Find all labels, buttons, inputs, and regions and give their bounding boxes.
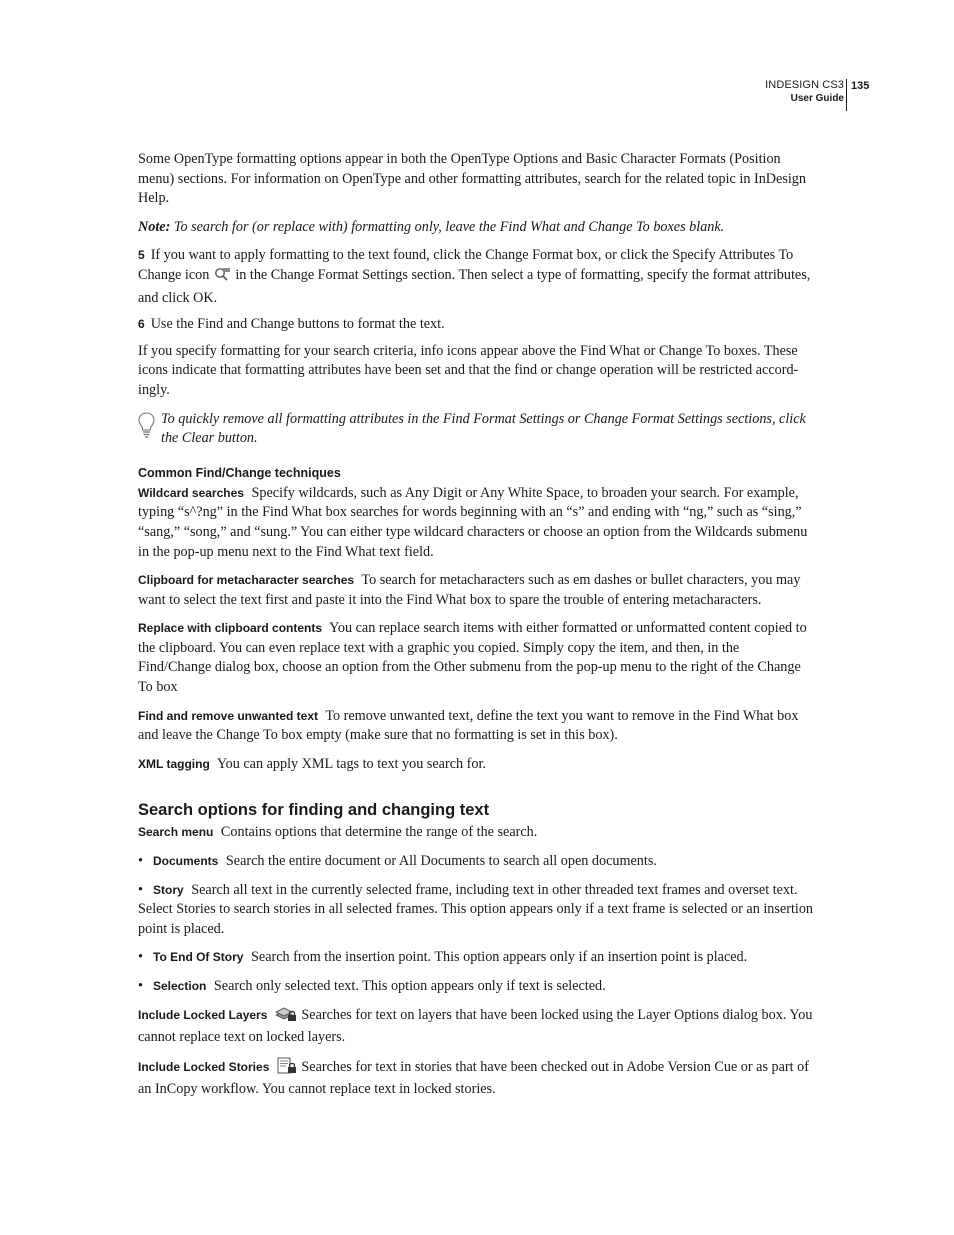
step-5 bbox=[138, 246, 814, 308]
technique-text: Specify wildcards, such as Any Digit or Any White Space, to broaden your search. For example, typing “s^?ng” in the Find What box searches for words beginning with an “s” and ending with “ng,” such as “sing,” “sang,” “song,” and “sung.” You can either type wildcard characters or choose an option from the Wildcards submenu in the pop-up menu next to the Find What text field. bbox=[138, 484, 808, 560]
running-header bbox=[765, 79, 844, 104]
bullet-glyph: • bbox=[138, 881, 143, 898]
step-6-text: Use the Find and Change buttons to format the text. bbox=[150, 316, 445, 333]
locked-layers-text: Searches for text on layers that have been locked using the Layer Options dialog box. You cannot replace text on locked layers. bbox=[138, 1006, 813, 1046]
technique-item bbox=[138, 484, 814, 562]
bullet-text: Search the entire document or All Documents to search all open documents. bbox=[225, 853, 657, 870]
technique-text: To remove unwanted text, define the text you want to remove in the Find What box and leave the Change To box empty (make sure that no formatting is set in this box). bbox=[138, 707, 799, 744]
bullet-text: Search only selected text. This option appears only if text is selected. bbox=[213, 978, 606, 994]
search-options-heading: Search options for finding and changing text bbox=[138, 801, 490, 820]
bullet-text: Search from the insertion point. This option appears only if an insertion point is placed. bbox=[251, 949, 748, 966]
locked-layers-term: Include Locked Layers bbox=[138, 1007, 268, 1022]
locked-stories-icon bbox=[277, 1057, 297, 1081]
search-menu-term: Search menu bbox=[138, 825, 214, 840]
note-label: Note: bbox=[138, 218, 171, 235]
step-number: 5 bbox=[138, 248, 145, 263]
note-paragraph bbox=[138, 218, 814, 238]
header-product: INDESIGN CS3 bbox=[765, 79, 844, 91]
bullet-item bbox=[138, 977, 814, 997]
locked-layers-icon bbox=[275, 1006, 297, 1029]
page-number: 135 bbox=[851, 80, 870, 92]
step-5-text-b: in the Change Format Settings section. Then select a type of formatting, specify the format attributes, and click OK. bbox=[138, 266, 811, 306]
technique-term: Find and remove unwanted text bbox=[138, 708, 319, 723]
header-guide: User Guide bbox=[790, 93, 844, 104]
technique-text: To search for metacharacters such as em dashes or bullet characters, you may want to select the text first and paste it into the Find What box to spare the trouble of entering metacharacters. bbox=[138, 572, 801, 608]
bullet-glyph: • bbox=[138, 853, 143, 870]
bullet-glyph: • bbox=[138, 978, 143, 994]
technique-item bbox=[138, 755, 814, 775]
bullet-text: Search all text in the currently selected frame, including text in other threaded text frames and overset text. Select Stories to search stories in all selected frames. This option appears only if a text frame is selected or an insertion point is placed. bbox=[138, 881, 814, 937]
intro-paragraph: Some OpenType formatting options appear in both the OpenType Options and Basic Character Formats (Position menu) sections. For information on OpenType and other formatting attributes, search for the related topic in InDesign Help. bbox=[138, 151, 806, 207]
bullet-glyph: • bbox=[138, 949, 143, 966]
step-number: 6 bbox=[138, 317, 145, 332]
bullet-term: Story bbox=[153, 882, 184, 897]
step-6 bbox=[138, 315, 814, 335]
bullet-term: To End Of Story bbox=[153, 950, 244, 965]
specify-attributes-icon bbox=[213, 267, 231, 289]
bullet-item bbox=[138, 852, 814, 872]
bullet-item bbox=[138, 948, 814, 968]
locked-stories-paragraph bbox=[138, 1057, 814, 1100]
locked-stories-text: Searches for text in stories that have been checked out in Adobe Version Cue or as part of an InCopy workflow. You cannot replace text in locked stories. bbox=[138, 1058, 809, 1098]
technique-term: Clipboard for metacharacter searches bbox=[138, 573, 355, 588]
tip-text: To quickly remove all formatting attributes in the Find Format Settings or Change Format Settings sections, click the Clear button. bbox=[161, 410, 806, 447]
search-menu-paragraph bbox=[138, 823, 814, 843]
tip-block bbox=[138, 410, 814, 449]
technique-term: XML tagging bbox=[138, 756, 210, 771]
technique-term: Replace with clipboard contents bbox=[138, 621, 323, 636]
technique-item bbox=[138, 571, 814, 610]
search-menu-text: Contains options that determine the range of the search. bbox=[220, 824, 538, 841]
technique-text: You can replace search items with either formatted or unformatted content copied to the clipboard. You can even replace text with a graphic you copied. Simply copy the item, and then, in the Find/Change dialog box, choose an option from the Other submenu from the pop-up menu to the right of the Change To box bbox=[138, 620, 807, 696]
lightbulb-icon bbox=[138, 412, 155, 445]
technique-item bbox=[138, 707, 814, 746]
note-text: To search for (or replace with) formatting only, leave the Find What and Change To boxes blank. bbox=[170, 218, 725, 235]
info-icons-paragraph: If you specify formatting for your search criteria, info icons appear above the Find What or Change To boxes. These icons indicate that formatting attributes have been set and that the find or change operation will be restricted accord-ingly. bbox=[138, 342, 799, 398]
step-5-text-a: If you want to apply formatting to the text found, click the Change Format box, or click the Specify Attributes To Change icon bbox=[138, 247, 794, 283]
bullet-term: Documents bbox=[153, 854, 219, 869]
bullet-term: Selection bbox=[153, 979, 207, 993]
technique-text: You can apply XML tags to text you search for. bbox=[216, 755, 486, 772]
header-divider bbox=[846, 79, 847, 111]
techniques-heading: Common Find/Change techniques bbox=[138, 465, 341, 480]
bullet-item bbox=[138, 881, 814, 940]
locked-layers-paragraph bbox=[138, 1006, 814, 1048]
locked-stories-term: Include Locked Stories bbox=[138, 1059, 270, 1074]
technique-item bbox=[138, 619, 814, 697]
page-body bbox=[138, 150, 814, 1109]
technique-term: Wildcard searches bbox=[138, 485, 244, 500]
